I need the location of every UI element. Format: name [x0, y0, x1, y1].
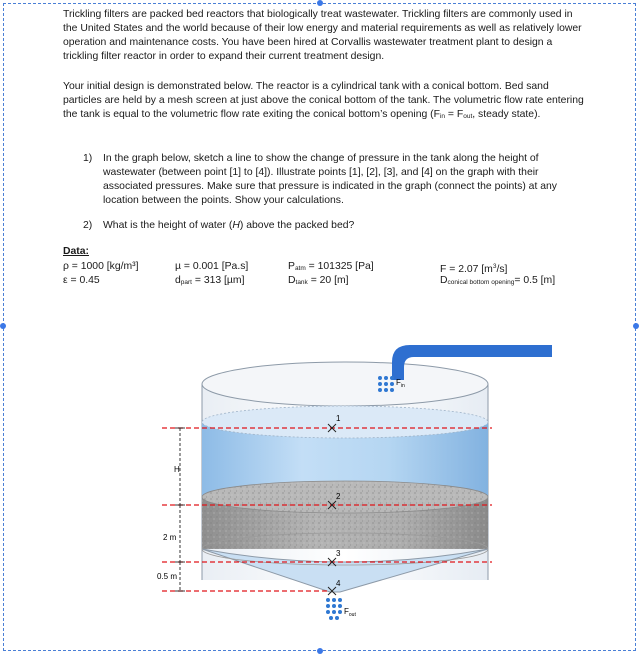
opening-diameter-value: $D_{conical bottom opening}= 0.5$ [m]	[440, 275, 556, 286]
question-text: In the graph below, sketch a line to show the change of pressure in the tank along the height of wastewater (between point [1] to [4]). Illustrate points [1], [2], [3], and [4] on the graph with their associated pressures. Make sure that pressure is indicated in the graph (connect the points) at any location between the points. Show your calculations.	[103, 153, 557, 206]
question-number: 2)	[83, 220, 93, 231]
porosity-value: ε = 0.45	[63, 275, 100, 286]
question-number: 1)	[83, 153, 93, 164]
point-4-label: 4	[336, 579, 341, 588]
data-heading: Data:	[63, 246, 89, 257]
bed-height-label: 2 m	[163, 533, 177, 542]
intro-paragraph: Trickling filters are packed bed reactors that biologically treat wastewater. Trickling filters are commonly used in the United States and the world because of their low energy and material requirements as well as relatively lower operation and maintenance costs. You have been hired at Corvallis wastewater treatment plant to design a trickling filter reactor in order to expand their current treatment design.	[63, 9, 582, 62]
question-text: What is the height of water (H) above the packed bed?	[103, 220, 355, 231]
height-h-label: H	[174, 465, 180, 474]
point-1-label: 1	[336, 414, 341, 423]
point-2-label: 2	[336, 492, 341, 501]
cone-height-label: 0.5 m	[157, 572, 178, 581]
particle-diameter-value: $d_{part} = 313$ [µm]	[175, 275, 245, 286]
fout-label: $F_{out}$	[344, 607, 356, 618]
tank-diameter-value: $D_{tank} = 20$ [m]	[288, 275, 349, 286]
viscosity-value: µ = 0.001 [Pa.s]	[175, 261, 249, 272]
flow-rate-value: F = 2.07 $[m^3/s]$	[440, 263, 508, 275]
atmospheric-pressure-value: $P_{atm} = 101325$ [Pa]	[288, 261, 374, 272]
packed-bed	[202, 481, 488, 549]
inlet-drops	[378, 376, 394, 392]
dimension-arrows	[175, 428, 185, 591]
density-value: ρ = 1000 [kg/m³]	[63, 261, 139, 272]
fin-label: $F_{in}$	[396, 378, 405, 389]
design-paragraph: Your initial design is demonstrated below. The reactor is a cylindrical tank with a conical bottom. Bed sand particles are held by a mesh screen at just above the conical bottom of the tank. The volumetric flow rate entering the tank is equal to the volumetric flow rate exiting the conical bottom’s opening ($F_{in} = F_{out}$, steady state).	[63, 81, 584, 120]
point-3-label: 3	[336, 549, 341, 558]
outlet-drops	[326, 598, 342, 620]
